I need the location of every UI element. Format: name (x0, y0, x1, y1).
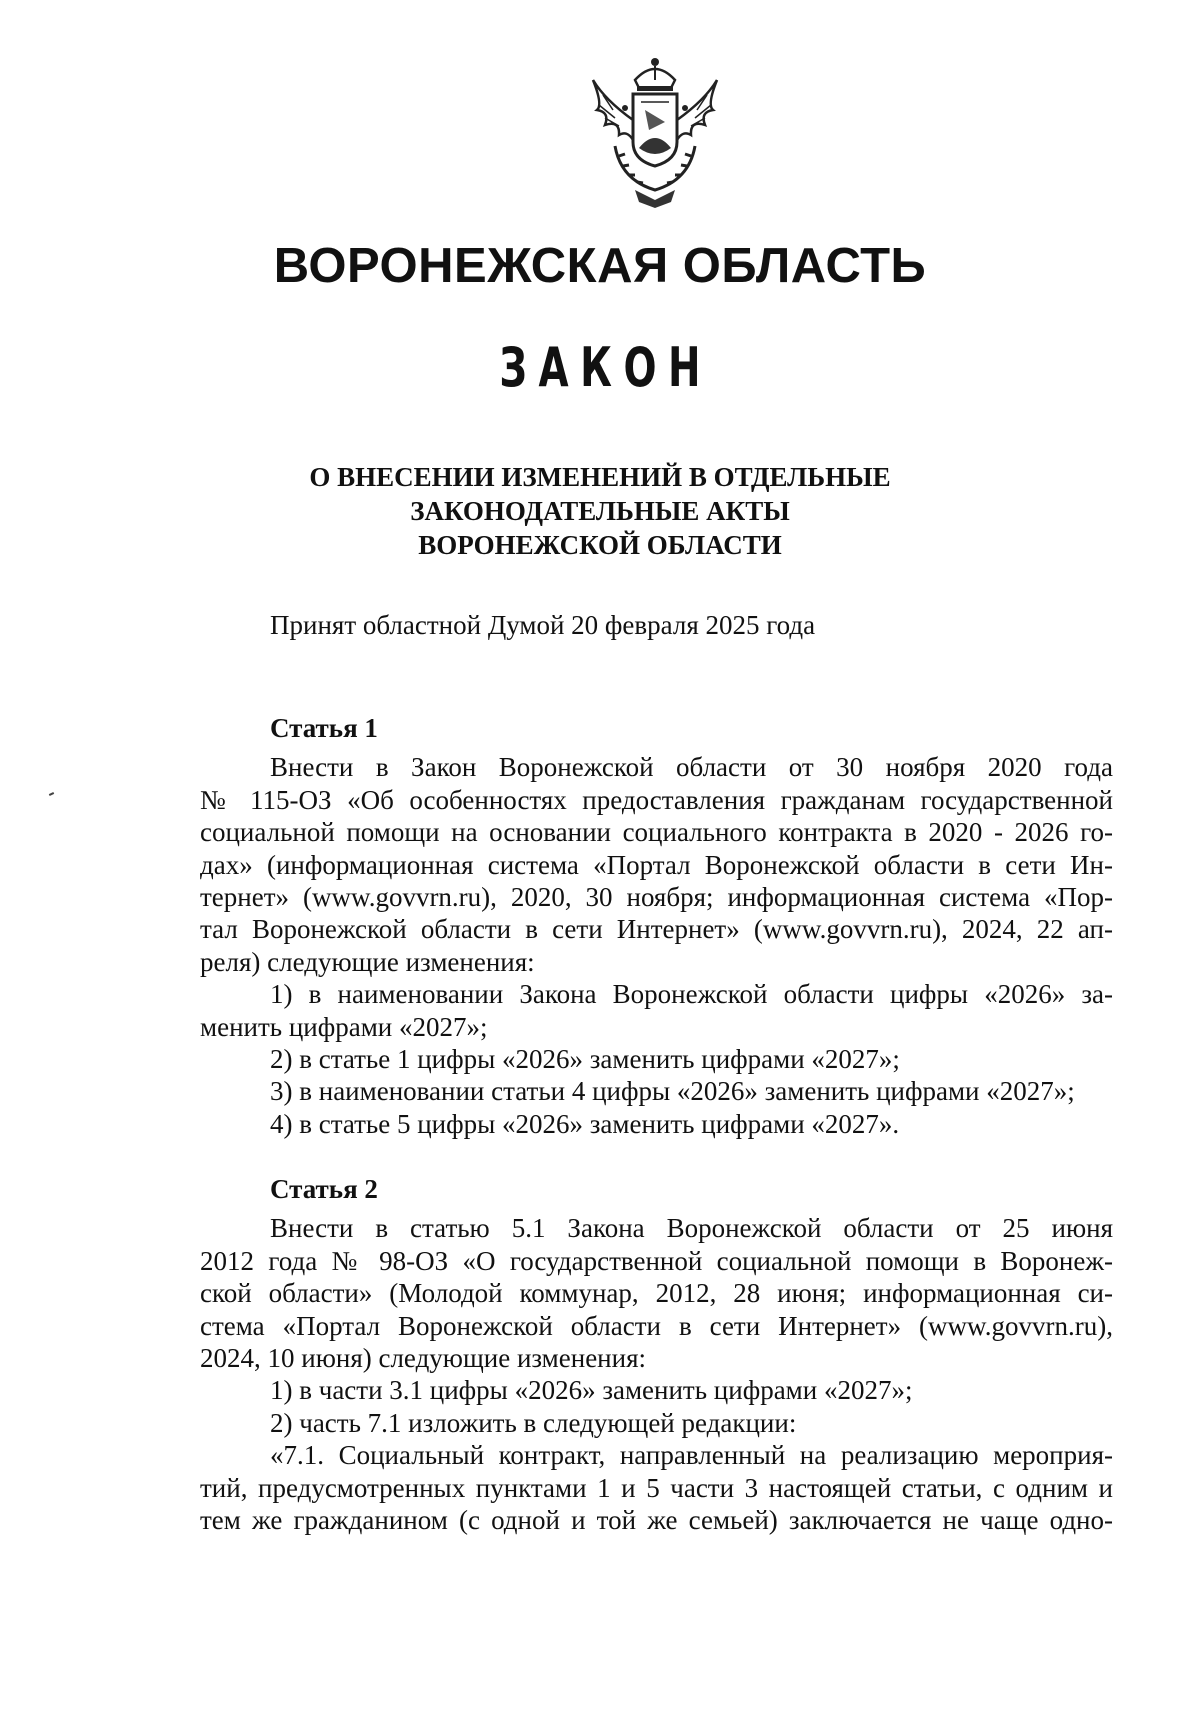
article-1-item-2: 2) в статье 1 цифры «2026» заменить цифрами «2027»; (270, 1044, 900, 1075)
law-title-line: ЗАКОНОДАТЕЛЬНЫЕ АКТЫ (410, 496, 790, 526)
article-2 (200, 1173, 1113, 1536)
article-1-intro (200, 751, 1113, 978)
text-line: «7.1. Социальный контракт, направленный на реализацию мероприя- (270, 1440, 1113, 1471)
text-line: менить цифрами «2027»; (200, 1011, 488, 1042)
article-1-heading: Статья 1 (270, 713, 378, 743)
region-name: ВОРОНЕЖСКАЯ ОБЛАСТЬ (273, 239, 927, 293)
text-line: стема «Портал Воронежской области в сети Интернет» (www.govvrn.ru), (200, 1310, 1113, 1341)
text-line: тий, предусмотренных пунктами 1 и 5 части 3 настоящей статьи, с одним и (200, 1472, 1113, 1503)
article-1-item-4: 4) в статье 5 цифры «2026» заменить цифрами «2027». (270, 1108, 900, 1139)
text-line: тем же гражданином (с одной и той же семьей) заключается не чаще одно- (200, 1505, 1113, 1536)
text-line: дах» (информационная система «Портал Воронежской области в сети Ин- (200, 849, 1113, 880)
document-type: ЗАКОН (499, 336, 713, 399)
law-title-line: О ВНЕСЕНИИ ИЗМЕНЕНИЙ В ОТДЕЛЬНЫЕ (309, 462, 891, 492)
text-line: Внести в Закон Воронежской области от 30 ноября 2020 года (270, 752, 1113, 783)
law-title-line: ВОРОНЕЖСКОЙ ОБЛАСТИ (418, 530, 782, 560)
article-2-quote (200, 1439, 1113, 1536)
text-line: тал Воронежской области в сети Интернет» (www.govvrn.ru), 2024, 22 ап- (200, 914, 1113, 945)
article-1-item-3: 3) в наименовании статьи 4 цифры «2026» заменить цифрами «2027»; (270, 1076, 1075, 1107)
article-1 (200, 712, 1113, 1140)
text-line: 2012 года № 98-ОЗ «О государственной социальной помощи в Воронеж- (200, 1245, 1113, 1276)
article-2-intro (200, 1212, 1113, 1374)
text-line: социальной помощи на основании социального контракта в 2020 - 2026 го- (200, 817, 1113, 848)
text-line: Внести в статью 5.1 Закона Воронежской области от 25 июня (270, 1213, 1113, 1244)
scan-mark (49, 792, 54, 796)
text-line: ской области» (Молодой коммунар, 2012, 28 июня; информационная си- (200, 1278, 1113, 1309)
text-line: тернет» (www.govvrn.ru), 2020, 30 ноября; информационная система «Пор- (200, 882, 1113, 913)
article-1-item-1 (200, 978, 1113, 1043)
article-2-item-2: 2) часть 7.1 изложить в следующей редакции: (270, 1407, 797, 1438)
text-line: 1) в наименовании Закона Воронежской области цифры «2026» за- (270, 979, 1113, 1010)
law-title (0, 460, 1200, 562)
adoption-note: Принят областной Думой 20 февраля 2025 года (270, 610, 816, 640)
article-2-item-1: 1) в части 3.1 цифры «2026» заменить цифрами «2027»; (270, 1375, 913, 1406)
article-2-heading: Статья 2 (270, 1174, 378, 1204)
voronezh-coat-of-arms-icon (575, 50, 735, 210)
text-line: реля) следующие изменения: (200, 946, 535, 977)
text-line: № 115-ОЗ «Об особенностях предоставления гражданам государственной (200, 784, 1113, 815)
text-line: 2024, 10 июня) следующие изменения: (200, 1343, 647, 1374)
